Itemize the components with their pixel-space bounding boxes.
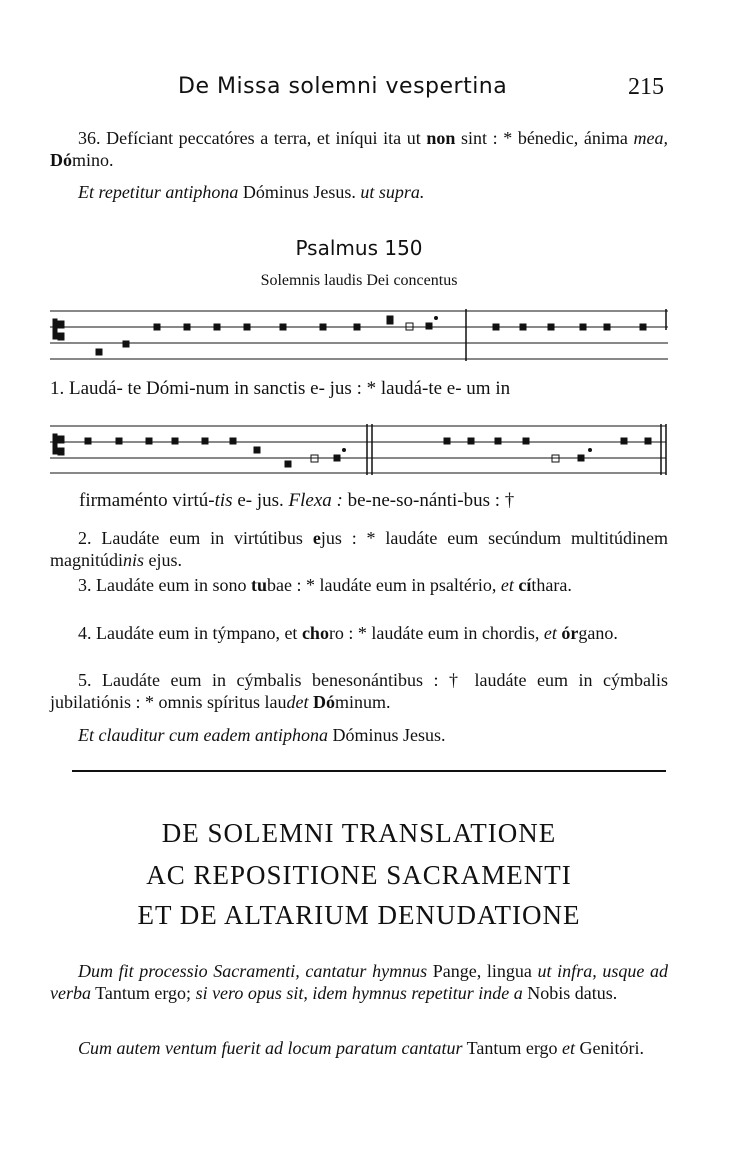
antiphona-repeat-rubric: Et repetitur antiphona Dóminus Jesus. ut supra. — [78, 182, 425, 202]
verse-2: 2. Laudáte eum in virtútibus ejus : * laudáte eum secúndum multitúdinem magnitúdinis ejus. — [50, 528, 668, 570]
psalm-title: Psalmus 150 — [295, 236, 423, 260]
chant-lyrics-line-1: 1. Laudá- te Dómi-num in sanctis e- jus : * laudá-te e- um in — [50, 378, 511, 399]
section-divider — [72, 770, 666, 772]
verse-number: 5. — [78, 670, 92, 690]
verse-number: 4. — [78, 623, 92, 643]
verse-36: 36. Defíciant peccatóres a terra, et iníqui ita ut non sint : * bénedic, ánima mea, Dómino. — [50, 128, 668, 170]
verse-4: 4. Laudáte eum in týmpano, et choro : * laudáte eum in chordis, et órgano. — [78, 623, 618, 643]
verse-5: 5. Laudáte eum in cýmbalis benesonántibus : † laudáte eum in cýmbalis jubilatiónis : * omnis spíritus laudet Dóminum. — [50, 670, 668, 712]
psalm-subtitle: Solemnis laudis Dei concentus — [260, 272, 458, 289]
staff-2 — [50, 424, 666, 475]
closing-rubric: Et clauditur cum eadem antiphona Dóminus Jesus. — [78, 725, 446, 745]
procession-rubric: Dum fit processio Sacramenti, cantatur hymnus Pange, lingua ut infra, usque ad verba Tantum ergo; si vero opus sit, idem hymnus repetitur inde a Nobis datus. — [50, 961, 668, 1003]
section-heading-line-2: AC REPOSITIONE SACRAMENTI — [146, 860, 572, 890]
running-title: De Missa solemni vespertina — [178, 74, 508, 99]
section-heading-line-3: ET DE ALTARIUM DENUDATIONE — [137, 900, 581, 930]
verse-3: 3. Laudáte eum in sono tubae : * laudáte eum in psaltério, et cíthara. — [78, 575, 572, 595]
tantum-ergo-rubric: Cum autem ventum fuerit ad locum paratum cantatur Tantum ergo et Genitóri. — [78, 1038, 645, 1058]
chant-notation — [0, 0, 744, 520]
page-number: 215 — [628, 74, 664, 100]
staff-1 — [50, 309, 668, 361]
section-heading-line-1: DE SOLEMNI TRANSLATIONE — [161, 818, 557, 848]
verse-number: 2. — [78, 528, 92, 548]
verse-number: 3. — [78, 575, 92, 595]
chant-lyrics-line-2: firmaménto virtú-tis e- jus. Flexa : be-ne-so-nánti-bus : † — [79, 490, 515, 511]
verse-number: 36. — [78, 128, 101, 148]
